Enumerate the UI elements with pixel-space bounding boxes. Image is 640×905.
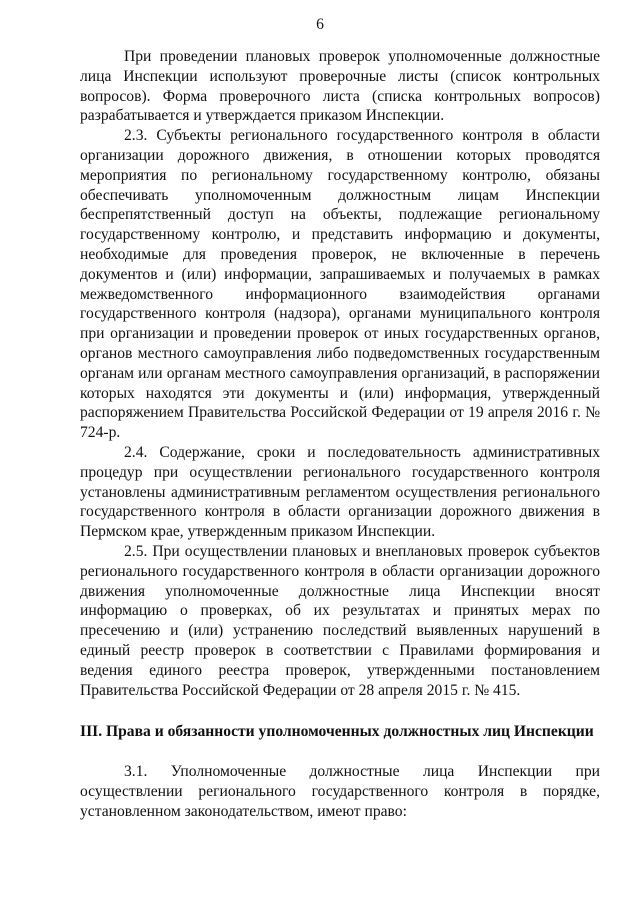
section-heading-3: III. Права и обязанности уполномоченных должностных лиц Инспекции bbox=[80, 723, 594, 741]
paragraph-3-1: 3.1. Уполномоченные должностные лица Инспекции при осуществлении регионального государственного контроля в порядке, установленном законодательством, имеют право: bbox=[80, 763, 600, 820]
page-number: 6 bbox=[316, 16, 324, 33]
paragraph-intro: При проведении плановых проверок уполномоченные должностные лица Инспекции используют проверочные листы (список контрольных вопросов). Форма проверочного листа (списка контрольных вопросов) разрабатывается и утверждается приказом Инспекции. bbox=[80, 48, 600, 125]
paragraph-2-4: 2.4. Содержание, сроки и последовательность административных процедур при осуществлении регионального государственного контроля установлены административным регламентом осуществления регионального государственного контроля в области организации дорожного движения в Пермском крае, утвержденным приказом Инспекции. bbox=[80, 443, 600, 541]
document-body bbox=[80, 47, 600, 822]
paragraph-2-5: 2.5. При осуществлении плановых и внеплановых проверок субъектов регионального государственного контроля в области организации дорожного движения уполномоченные должностные лица Инспекции вносят информацию о проверках, об их результатах и принятых мерах по пресечению и (или) устранению последствий выявленных нарушений в единый реестр проверок в соответствии с Правилами формирования и ведения единого реестра проверок, утвержденными постановлением Правительства Российской Федерации от 28 апреля 2015 г. № 415. bbox=[80, 542, 600, 699]
paragraph-2-3: 2.3. Субъекты регионального государственного контроля в области организации дорожного движения, в отношении которых проводятся мероприятия по региональному государственному контролю, обязаны обеспечивать уполномоченным должностным лицам Инспекции беспрепятственный доступ на объекты, подлежащие региональному государственному контролю, и представить информацию и документы, необходимые для проведения проверок, не включенные в перечень документов и (или) информации, запрашиваемых и получаемых в рамках межведомственного информационного взаимодействия органами государственного контроля (надзора), органами муниципального контроля при организации и проведении проверок от иных государственных органов, органов местного самоуправления либо подведомственных государственным органам или органам местного самоуправления организаций, в распоряжении которых находятся эти документы и (или) информация, утвержденный распоряжением Правительства Российской Федерации от 19 апреля 2016 г. № 724-р. bbox=[80, 127, 600, 442]
